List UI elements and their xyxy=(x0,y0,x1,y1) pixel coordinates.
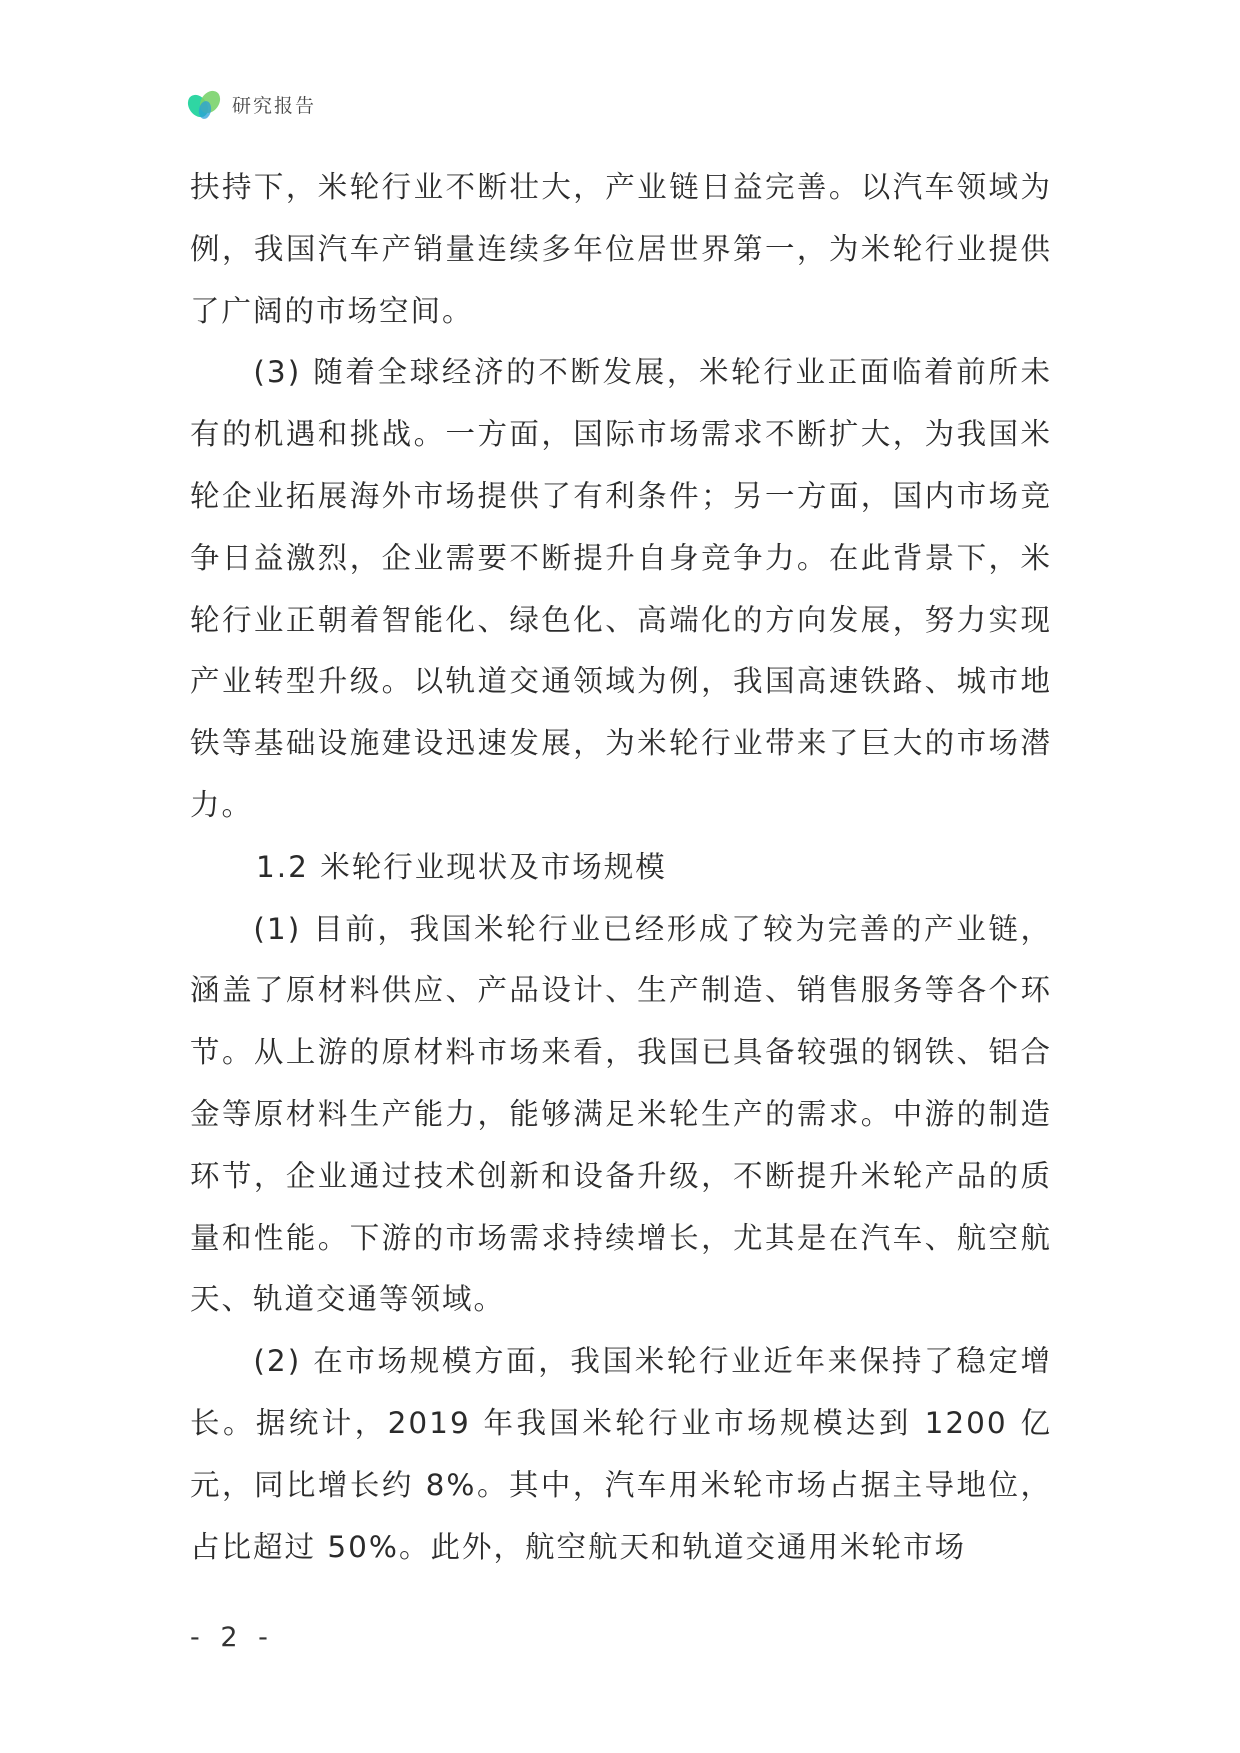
document-body xyxy=(190,157,1052,1578)
page-number: - 2 - xyxy=(190,1622,274,1653)
paragraph: (3) 随着全球经济的不断发展，米轮行业正面临着前所未有的机遇和挑战。一方面，国际市场需求不断扩大，为我国米轮企业拓展海外市场提供了有利条件；另一方面，国内市场竞争日益激烈，企业需要不断提升自身竞争力。在此背景下，米轮行业正朝着智能化、绿色化、高端化的方向发展，努力实现产业转型升级。以轨道交通领域为例，我国高速铁路、城市地铁等基础设施建设迅速发展，为米轮行业带来了巨大的市场潜力。 xyxy=(190,355,1052,822)
paragraph: (1) 目前，我国米轮行业已经形成了较为完善的产业链，涵盖了原材料供应、产品设计、生产制造、销售服务等各个环节。从上游的原材料市场来看，我国已具备较强的钢铁、铝合金等原材料生产能力，能够满足米轮生产的需求。中游的制造环节，企业通过技术创新和设备升级，不断提升米轮产品的质量和性能。下游的市场需求持续增长，尤其是在汽车、航空航天、轨道交通等领域。 xyxy=(190,911,1052,1317)
paragraph: 扶持下，米轮行业不断壮大，产业链日益完善。以汽车领域为例，我国汽车产销量连续多年位居世界第一，为米轮行业提供了广阔的市场空间。 xyxy=(190,170,1052,328)
page-header xyxy=(186,86,316,122)
leaf-logo-icon xyxy=(186,86,222,122)
section-heading: 1.2 米轮行业现状及市场规模 xyxy=(256,849,667,884)
header-title: 研究报告 xyxy=(232,94,317,117)
paragraph: (2) 在市场规模方面，我国米轮行业近年来保持了稳定增长。据统计，2019 年我国米轮行业市场规模达到 1200 亿元，同比增长约 8%。其中，汽车用米轮市场占据主导地位，占比超过 50%。此外，航空航天和轨道交通用米轮市场 xyxy=(190,1344,1052,1564)
